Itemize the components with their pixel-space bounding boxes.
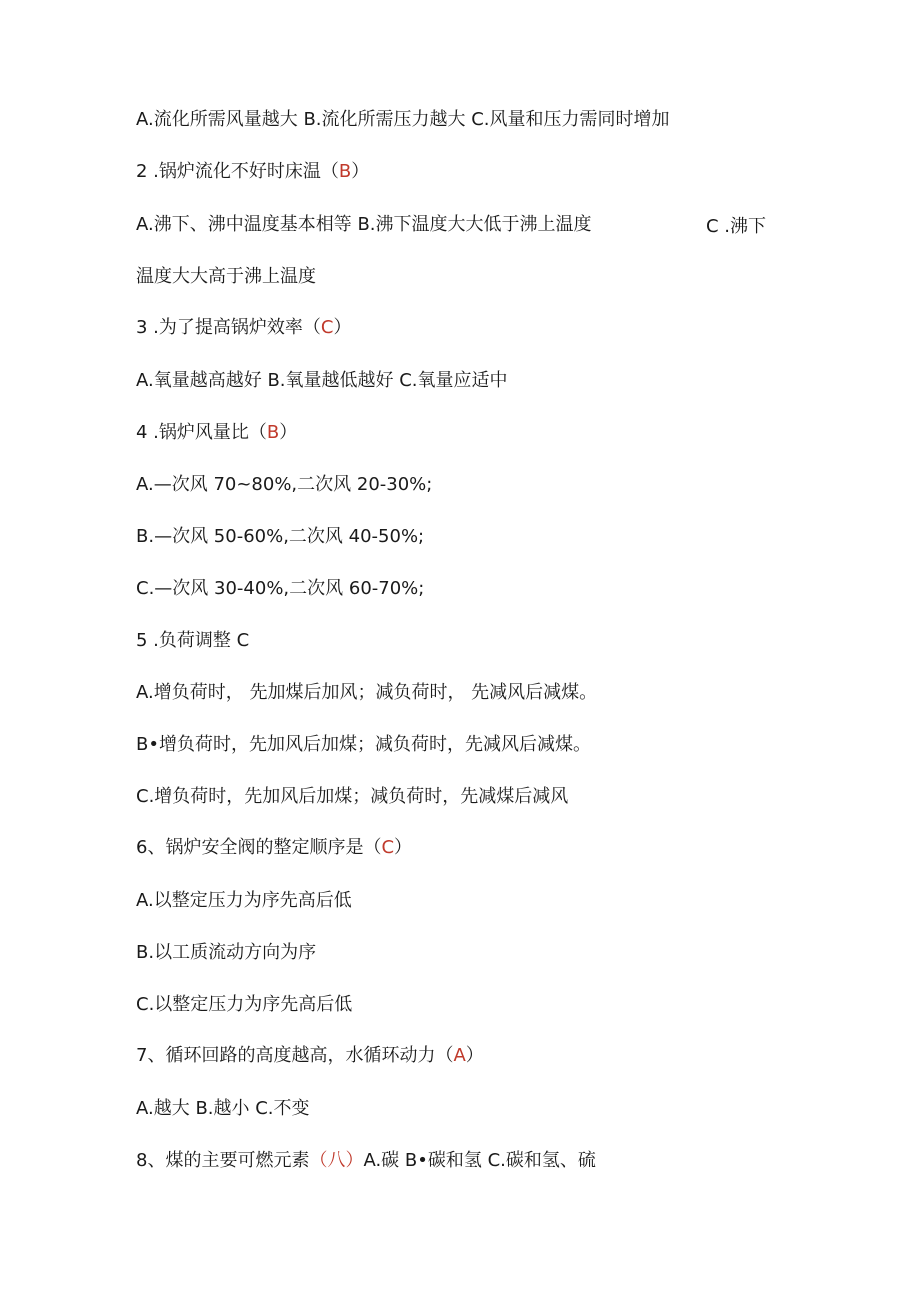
text: C .沸下	[706, 216, 767, 237]
answer-mark: B	[338, 161, 352, 182]
question-4	[136, 421, 297, 445]
text: A.—次风 70~80%,二次风 20-30%;	[136, 474, 433, 495]
question-text: A.碳 B•碳和氢 C.碳和氢、硫	[363, 1150, 596, 1171]
question-4-option-c	[136, 577, 424, 601]
question-6	[136, 836, 412, 860]
question-5	[136, 629, 249, 653]
question-text: 7、循环回路的高度越高，水循环动力（	[136, 1045, 454, 1066]
text: A.沸下、沸中温度基本相等 B.沸下温度大大低于沸上温度	[136, 214, 592, 235]
question-5-option-c	[136, 785, 568, 809]
text: A.越大 B.越小 C.不变	[136, 1098, 310, 1119]
text: A.氧量越高越好 B.氧量越低越好 C.氧量应适中	[136, 370, 508, 391]
question-3-options	[136, 369, 508, 393]
text: A.增负荷时， 先加煤后加风；减负荷时， 先减风后减煤。	[136, 682, 598, 703]
question-text: 4 .锅炉风量比（	[136, 422, 267, 443]
question-2-options-cont	[136, 265, 316, 289]
question-7	[136, 1044, 484, 1068]
question-text: ）	[465, 1045, 484, 1066]
text: C.—次风 30-40%,二次风 60-70%;	[136, 578, 425, 599]
question-7-options	[136, 1097, 310, 1121]
question-text: ）	[351, 161, 370, 182]
text: C.以整定压力为序先高后低	[136, 994, 353, 1015]
question-5-option-a	[136, 681, 597, 705]
question-3	[136, 316, 351, 340]
question-2-option-c	[706, 215, 766, 239]
question-2-options	[136, 213, 592, 237]
question-text: 8、煤的主要可燃元素	[136, 1150, 310, 1171]
answer-mark: B	[266, 422, 280, 443]
question-text: 5 .负荷调整 C	[136, 630, 250, 651]
question-6-option-b	[136, 941, 316, 965]
text: B•增负荷时，先加风后加煤；减负荷时，先减风后减煤。	[136, 734, 591, 755]
question-text: ）	[394, 837, 413, 858]
text: C.增负荷时，先加风后加煤；减负荷时，先减煤后减风	[136, 786, 569, 807]
question-6-option-c	[136, 993, 352, 1017]
answer-mark: A	[453, 1045, 466, 1066]
question-8	[136, 1149, 596, 1173]
question-1-options	[136, 108, 670, 132]
question-text: ）	[333, 317, 352, 338]
text: B.以工质流动方向为序	[136, 942, 317, 963]
question-text: 2 .锅炉流化不好时床温（	[136, 161, 339, 182]
question-4-option-a	[136, 473, 432, 497]
question-text: ）	[279, 422, 298, 443]
question-6-option-a	[136, 889, 352, 913]
question-text: 3 .为了提高锅炉效率（	[136, 317, 321, 338]
text: A.以整定压力为序先高后低	[136, 890, 352, 911]
text: 温度大大高于沸上温度	[136, 266, 316, 287]
answer-mark: （八）	[309, 1150, 364, 1171]
answer-mark: C	[381, 837, 395, 858]
answer-mark: C	[320, 317, 334, 338]
text: B.—次风 50-60%,二次风 40-50%;	[136, 526, 425, 547]
question-4-option-b	[136, 525, 424, 549]
question-2	[136, 160, 369, 184]
question-text: 6、锅炉安全阀的整定顺序是（	[136, 837, 382, 858]
question-5-option-b	[136, 733, 591, 757]
text: A.流化所需风量越大 B.流化所需压力越大 C.风量和压力需同时增加	[136, 109, 670, 130]
